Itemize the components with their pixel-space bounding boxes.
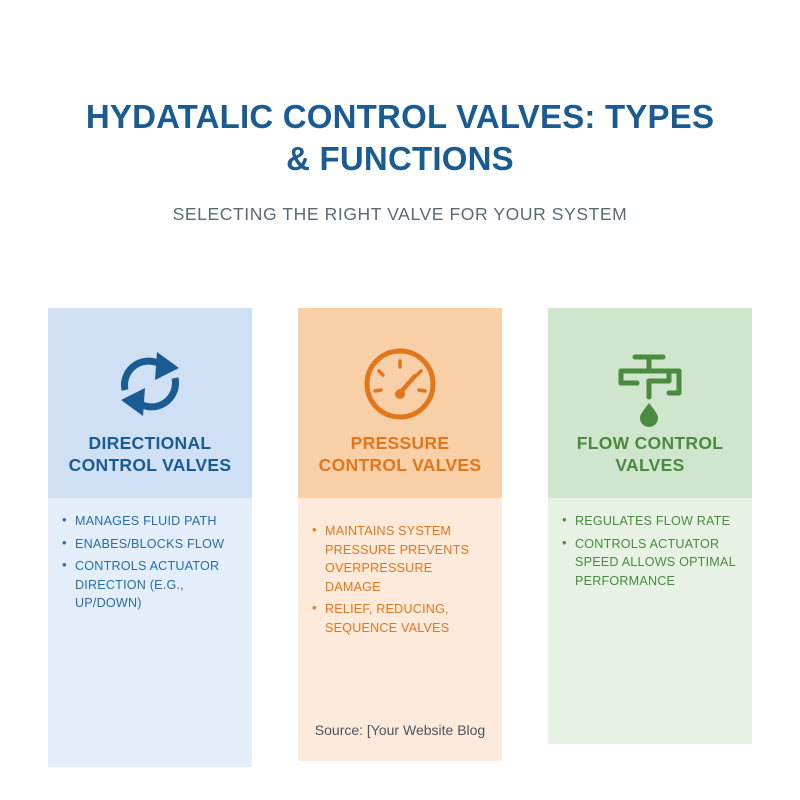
card-header xyxy=(298,308,502,498)
card-body xyxy=(548,498,752,744)
page-subtitle: SELECTING THE RIGHT VALVE FOR YOUR SYSTEM xyxy=(172,204,628,224)
bullet-list xyxy=(562,512,738,590)
list-item: • RELIEF, REDUCING, SEQUENCE VALVES xyxy=(312,600,488,637)
valve-cards-row xyxy=(48,308,752,767)
header xyxy=(0,0,800,225)
card-header xyxy=(548,308,752,498)
pressure-gauge-icon xyxy=(298,336,502,432)
circular-arrows-icon xyxy=(48,336,252,432)
list-item: • REGULATES FLOW RATE xyxy=(562,512,738,531)
bullet-list xyxy=(62,512,238,613)
faucet-drip-icon xyxy=(548,336,752,432)
card-title: DIRECTIONAL CONTROL VALVES xyxy=(68,433,232,475)
card-title: FLOW CONTROL VALVES xyxy=(576,433,724,475)
list-item: • CONTROLS ACTUATOR SPEED ALLOWS OPTIMAL PERFORMANCE xyxy=(562,535,738,591)
card-title: PRESSURE CONTROL VALVES xyxy=(318,433,482,475)
card-flow-control-valves xyxy=(548,308,752,744)
list-item: • MANAGES FLUID PATH xyxy=(62,512,238,531)
list-item: • MAINTAINS SYSTEM PRESSURE PREVENTS OVERPRESSURE DAMAGE xyxy=(312,522,488,596)
page-title: HYDATALIC CONTROL VALVES: TYPES & FUNCTIONS xyxy=(85,98,715,177)
bullet-list xyxy=(312,522,488,637)
list-item: • CONTROLS ACTUATOR DIRECTION (E.G., UP/DOWN) xyxy=(62,557,238,613)
card-header xyxy=(48,308,252,498)
list-item: • ENABES/BLOCKS FLOW xyxy=(62,535,238,554)
card-directional-control-valves xyxy=(48,308,252,767)
source-caption: Source: [Your Website Blog xyxy=(314,722,486,738)
card-pressure-control-valves xyxy=(298,308,502,761)
